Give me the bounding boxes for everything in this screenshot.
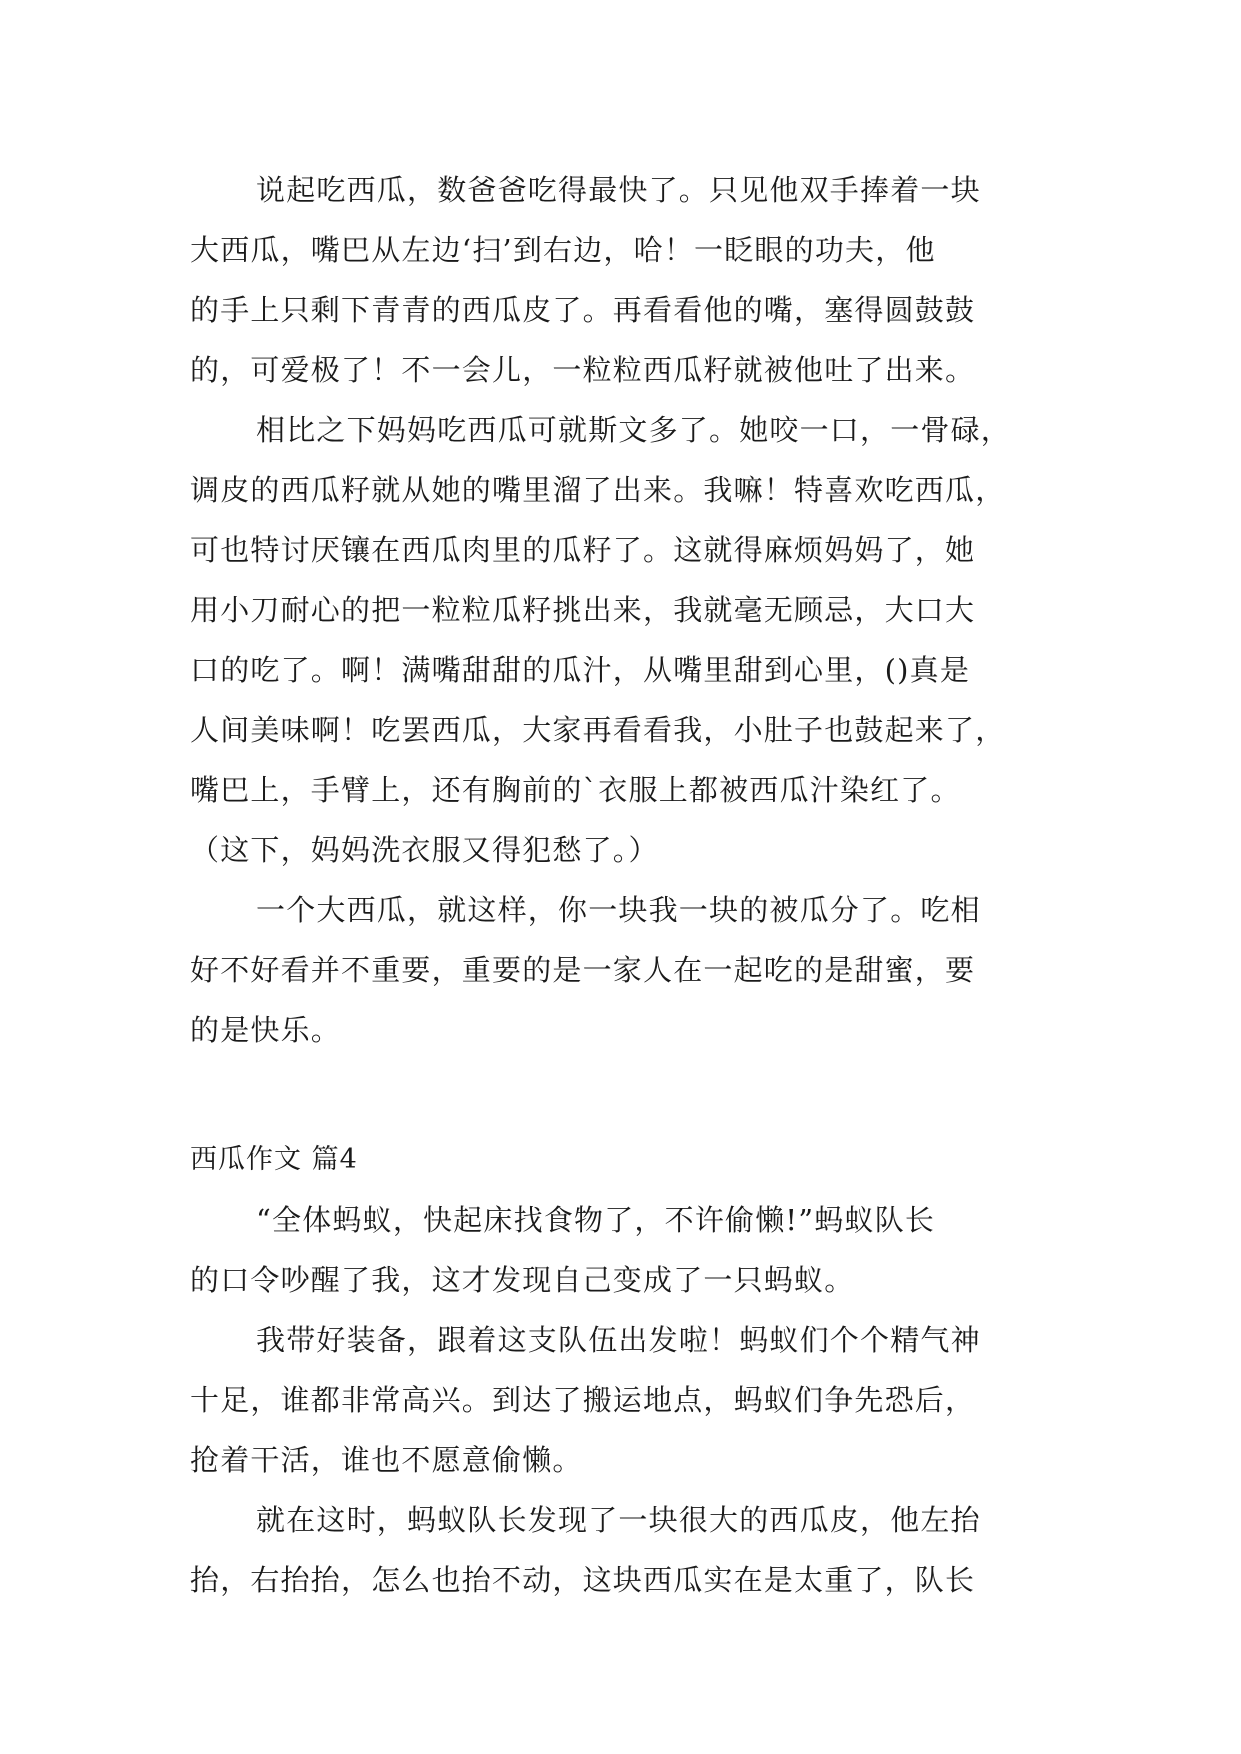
text-line: 用小刀耐心的把一粒粒瓜籽挑出来，我就毫无顾忌，大口大 [190,593,976,627]
document-page [190,160,1062,1610]
text-line: 抢着干活，谁也不愿意偷懒。 [190,1443,583,1477]
text-line: 的是快乐。 [190,1013,342,1047]
text-line: 一个大西瓜，就这样，你一块我一块的被瓜分了。吃相 [256,893,981,927]
text-line: 抬，右抬抬，怎么也抬不动，这块西瓜实在是太重了，队长 [190,1563,976,1597]
text-line: 的口令吵醒了我，这才发现自己变成了一只蚂蚁。 [190,1263,855,1297]
text-line: 调皮的西瓜籽就从她的嘴里溜了出来。我嘛！特喜欢吃西瓜， [190,473,1006,507]
text-line: 的手上只剩下青青的西瓜皮了。再看看他的嘴，塞得圆鼓鼓 [190,293,976,327]
text-line: 十足，谁都非常高兴。到达了搬运地点，蚂蚁们争先恐后， [190,1383,976,1417]
text-line: 就在这时，蚂蚁队长发现了一块很大的西瓜皮，他左抬 [256,1503,981,1537]
text-line: 我带好装备，跟着这支队伍出发啦！蚂蚁们个个精气神 [256,1323,981,1357]
text-line: 相比之下妈妈吃西瓜可就斯文多了。她咬一口，一骨碌， [256,413,1012,447]
text-line: 人间美味啊！吃罢西瓜，大家再看看我，小肚子也鼓起来了， [190,713,1006,747]
text-line: （这下，妈妈洗衣服又得犯愁了。） [190,833,659,867]
text-line: 可也特讨厌镶在西瓜肉里的瓜籽了。这就得麻烦妈妈了，她 [190,533,976,567]
text-line: 好不好看并不重要，重要的是一家人在一起吃的是甜蜜，要 [190,953,976,987]
text-line: 大西瓜，嘴巴从左边‘扫’到右边，哈！一眨眼的功夫，他 [190,233,936,267]
text-line: 说起吃西瓜，数爸爸吃得最快了。只见他双手捧着一块 [256,173,981,207]
text-line: 口的吃了。啊！满嘴甜甜的瓜汁，从嘴里甜到心里，()真是 [190,653,971,687]
text-line: 的，可爱极了！不一会儿，一粒粒西瓜籽就被他吐了出来。 [190,353,976,387]
text-line: “全体蚂蚁，快起床找食物了，不许偷懒!”蚂蚁队长 [256,1203,936,1237]
text-line: 嘴巴上，手臂上，还有胸前的`衣服上都被西瓜汁染红了。 [190,773,961,807]
section-heading: 西瓜作文 篇4 [190,1144,358,1175]
